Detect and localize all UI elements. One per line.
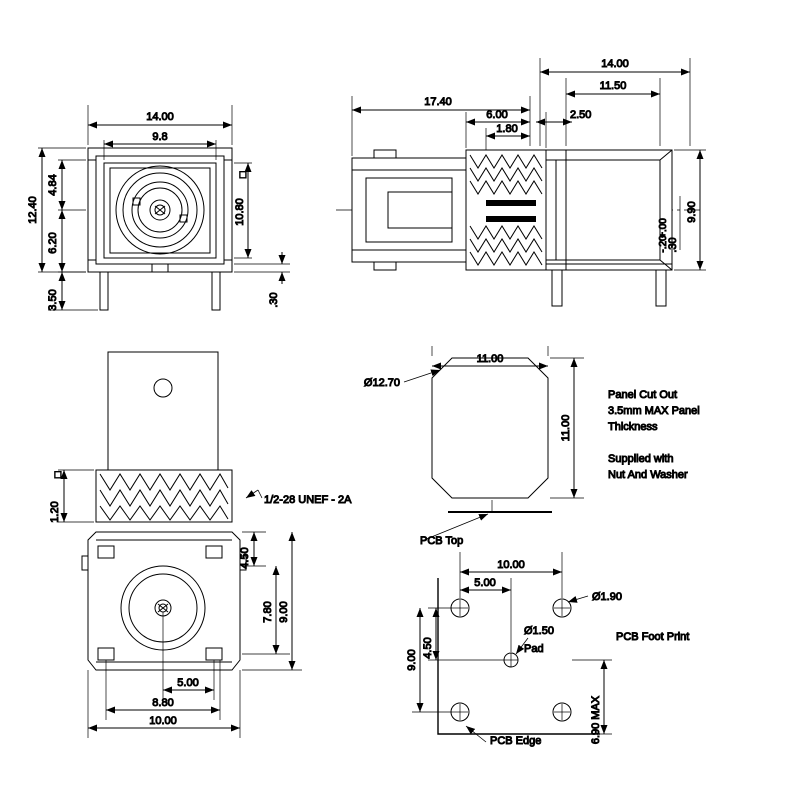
dim-front-030: .30 [268,292,280,308]
footprint-title: PCB Foot Print [616,631,690,643]
dim-front-14: 14.00 [146,111,174,123]
dim-side-250: 2.50 [570,109,592,121]
panel-cutout-view [432,358,552,512]
dim-fp-690: 6.90 MAX [590,695,602,745]
dim-side-tol-plus: +.00 [658,218,669,238]
dim-side-180: 1.80 [496,123,518,135]
dim-fp-dia190: Ø1.90 [592,591,622,603]
dim-top-900: 9.00 [278,601,290,623]
footprint-view [438,578,600,734]
square-symbol-top: □ [54,469,62,481]
panel-notes [608,389,700,481]
dim-side-030: .30 [667,237,679,253]
top-view [82,352,246,670]
dim-side-1400: 14.00 [601,58,629,70]
dim-fp-dia150: Ø1.50 [524,625,554,637]
dim-front-484: 4.84 [47,174,59,196]
dim-fp-450: 4.50 [422,637,434,659]
dim-front-620: 6.20 [47,232,59,254]
dim-top-500: 5.00 [177,677,199,689]
note-line-2: 3.5mm MAX Panel [608,405,700,417]
pad-label: Pad [524,643,544,655]
dim-top-1000: 10.00 [149,715,177,727]
dim-side-1740: 17.40 [424,96,452,108]
dim-front-1240: 12.40 [27,196,39,224]
dim-fp-900: 9.00 [406,649,418,671]
pcb-top-label: PCB Top [420,535,464,547]
dim-front-350: 3.50 [47,289,59,311]
side-view [336,150,700,306]
dim-panel-dia: Ø12.70 [363,377,400,389]
note-line-1: Panel Cut Out [608,389,678,401]
dim-side-tol-minus: -.20 [658,235,669,253]
dim-fp-500: 5.00 [474,577,496,589]
dim-front-1080: 10.80 [234,198,246,226]
dim-front-98: 9.8 [152,131,168,143]
dim-top-450: 4.50 [239,547,251,569]
dim-top-780: 7.80 [262,601,274,623]
dim-fp-1000: 10.00 [497,559,525,571]
dim-panel-1100-h: 11.00 [476,353,504,365]
front-view [88,148,232,310]
dim-side-990: 9.90 [686,201,698,223]
footprint-dimensions [406,552,689,747]
pcb-edge-label: PCB Edge [490,735,542,747]
note-line-4: Supplied with [608,453,674,465]
thread-note: 1/2-28 UNEF - 2A [264,494,352,506]
dim-top-880: 8.80 [152,697,174,709]
square-symbol-front: □ [239,169,247,181]
note-line-3: Thickness [608,421,658,433]
dim-top-120: 1.20 [49,501,61,523]
dim-panel-1100-v: 11.00 [560,414,572,442]
dim-side-1150: 11.50 [599,80,627,92]
note-line-5: Nut And Washer [608,469,688,481]
dim-side-600: 6.00 [486,109,508,121]
